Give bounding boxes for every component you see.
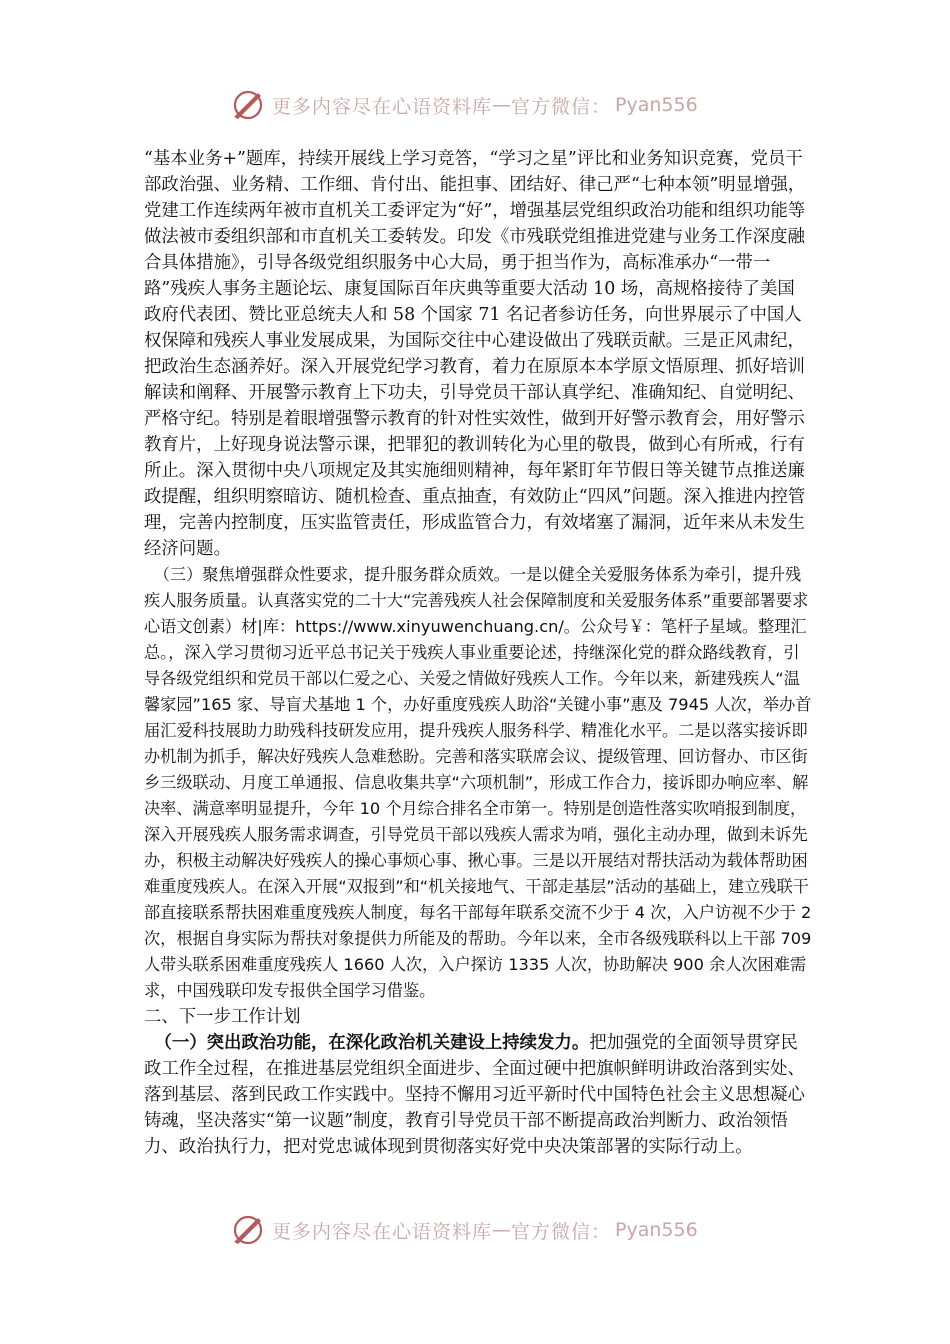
paragraph-lead-bold: （一）突出政治功能，在深化政治机关建设上持续发力。 [154,1033,590,1053]
banner-suffix: 官方微信： [511,1220,612,1243]
paragraph-service-masses: （三）聚焦增强群众性要求，提升服务群众质效。一是以健全关爱服务体系为牵引，提升残疾人服务质量。认真落实党的二十大“完善残疾人社会保障制度和关爱服务体系”重要部署要求心语文创素）材|库：https://www.xinyuwenchuang.cn/。公众号￥：笔杆子星域。整理汇总。，深入学习贯彻习近平总书记关于残疾人事业重要论述，持继深化党的群众路线教育，引导各级党组织和党员干部以仁爱之心、关爱之情做好残疾人工作。今年以来，新建残疾人“温馨家园”165 家、导盲犬基地 1 个，办好重度残疾人助浴“关键小事”惠及 7945 人次，举办首届汇爱科技展助力助残科技研发应用，提升残疾人服务科学、精准化水平。二是以落实接诉即办机制为抓手，解决好残疾人急难愁盼。完善和落实联席会议、提级管理、回访督办、市区街乡三级联动、月度工单通报、信息收集共享“六项机制”，形成工作合力，接诉即办响应率、解决率、满意率明显提升，今年 10 个月综合排名全市第一。特别是创造性落实吹哨报到制度，深入开展残疾人服务需求调查，引导党员干部以残疾人需求为哨，强化主动办理，做到未诉先办，积极主动解决好残疾人的操心事烦心事、揪心事。三是以开展结对帮扶活动为载体帮助困难重度残疾人。在深入开展“双报到”和“机关接地气、干部走基层”活动的基础上，建立残联干部直接联系帮扶困难重度残疾人制度，每名干部每年联系交流不少于 4 次，入户访视不少于 2 次，根据自身实际为帮扶对象提供力所能及的帮助。今年以来，全市各级残联科以上干部 709 人带头联系困难重度残疾人 1660 人次，入户探访 1335 人次，协助解决 900 余人次困难需求，中国残联印发专报供全国学习借鉴。 [144,565,812,1000]
section-heading-next-plan: 二、下一步工作计划 [144,1007,301,1027]
writing-logo-icon [230,87,266,123]
banner-suffix: 官方微信： [511,95,612,118]
top-banner [230,85,698,125]
paragraph-party-building: “基本业务+”题库，持续开展线上学习竞答，“学习之星”评比和业务知识竞赛，党员干部政治强、业务精、工作细、肯付出、能担事、团结好、律己严“七种本领”明显增强，党建工作连续两年被市直机关工委评定为“好”，增强基层党组织政治功能和组织功能等做法被市委组织部和市直机关工委转发。印发《市残联党组推进党建与业务工作深度融合具体措施》，引导各级党组织服务中心大局，勇于担当作为，高标准承办“一带一路”残疾人事务主题论坛、康复国际百年庆典等重要大活动 10 场，高规格接待了美国政府代表团、赞比亚总统夫人和 58 个国家 71 名记者参访任务，向世界展示了中国人权保障和残疾人事业发展成果，为国际交往中心建设做出了残联贡献。三是正风肃纪，把政治生态涵养好。深入开展党纪学习教育，着力在原原本本学原文悟原理、抓好培训解读和阐释、开展警示教育上下功夫，引导党员干部认真学纪、准确知纪、自觉明纪、严格守纪。特别是着眼增强警示教育的针对性实效性，做到开好警示教育会，用好警示教育片，上好现身说法警示课，把罪犯的教训转化为心里的敬畏，做到心有所戒，行有所止。深入贯彻中央八项规定及其实施细则精神，每年紧盯年节假日等关键节点推送廉政提醒，组织明察暗访、随机检查、重点抽查，有效防止“四风”问题。深入推进内控管理，完善内控制度，压实监管责任，形成监管合力，有效堵塞了漏洞，近年来从未发生经济问题。 [144,149,806,559]
banner-brand: 更多内容尽在心语资料库 [272,1220,493,1243]
banner-wechat-id: Pyan556 [615,1219,698,1241]
paragraph-political-function [144,1030,812,1160]
banner-brand: 更多内容尽在心语资料库 [272,95,493,118]
bottom-banner [230,1210,698,1250]
document-body [144,146,812,1160]
paragraph-lead-rest: 把加强党的全面领导贯穿民政工作全过程，在推进基层党组织全面进步、全面过硬中把旗帜鲜明讲政治落到实处、落到基层、落到民政工作实践中。坚持不懈用习近平新时代中国特色社会主义思想凝心铸魂，坚决落实“第一议题”制度，教育引导党员干部不断提高政治判断力、政治领悟力、政治执行力，把对党忠诚体现到贯彻落实好党中央决策部署的实际行动上。 [144,1033,805,1157]
writing-logo-icon [230,1212,266,1248]
banner-wechat-id: Pyan556 [615,94,698,116]
banner-separator: — [492,94,512,116]
banner-separator: — [492,1219,512,1241]
